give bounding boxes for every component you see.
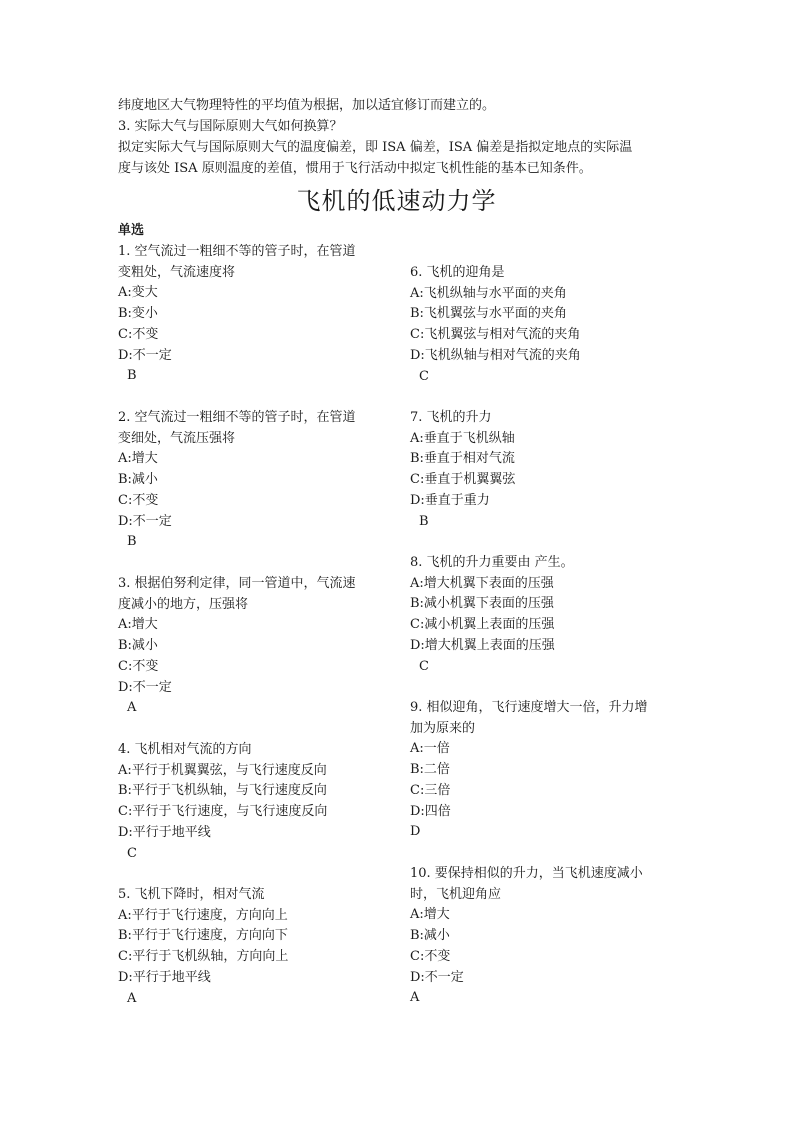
question-3	[118, 574, 393, 719]
option-c: C:垂直于机翼翼弦	[410, 472, 516, 488]
answer: C	[127, 845, 137, 861]
option-a: A:平行于飞行速度，方向向上	[118, 907, 288, 923]
question-text: 度减小的地方，压强将	[118, 596, 249, 612]
option-c: C:不变	[118, 492, 159, 508]
option-c: C:不变	[118, 326, 159, 342]
question-text: 5. 飞机下降时，相对气流	[118, 887, 265, 902]
question-text: 8. 飞机的升力重要由 产生。	[410, 555, 574, 570]
option-b: B:平行于飞机纵轴，与飞行速度反向	[118, 783, 327, 799]
option-c: C:不变	[118, 658, 159, 674]
option-b: B:飞机翼弦与水平面的夹角	[410, 306, 567, 322]
question-8	[410, 553, 685, 677]
intro-line-2: 3. 实际大气与国际原则大气如何换算？	[118, 119, 343, 134]
question-5	[118, 885, 393, 1009]
question-7	[410, 408, 685, 532]
option-b: B:垂直于相对气流	[410, 451, 515, 467]
option-b: B:二倍	[410, 762, 450, 778]
option-b: B:平行于飞行速度，方向向下	[118, 928, 288, 944]
option-b: B:减小机翼下表面的压强	[410, 596, 554, 612]
answer: B	[127, 368, 137, 384]
option-d: D:垂直于重力	[410, 492, 490, 508]
option-c: C:不变	[410, 948, 451, 964]
question-text: 3. 根据伯努利定律，同一管道中，气流速	[118, 576, 356, 591]
question-6	[410, 263, 685, 387]
answer: D	[410, 824, 421, 840]
option-a: A:增大	[118, 617, 158, 633]
answer: C	[419, 658, 429, 674]
answer: A	[410, 990, 420, 1006]
option-a: A:一倍	[410, 741, 450, 757]
intro-line-1: 纬度地区大气物理特性的平均值为根据，加以适宜修订而建立的。	[118, 98, 496, 113]
option-c: C:减小机翼上表面的压强	[410, 617, 555, 633]
option-a: A:增大	[118, 451, 158, 467]
option-d: D:平行于地平线	[118, 824, 211, 840]
option-d: D:不一定	[118, 347, 172, 363]
question-10	[410, 864, 685, 1009]
answer: C	[419, 368, 429, 384]
answer: B	[127, 534, 137, 550]
option-d: D:飞机纵轴与相对气流的夹角	[410, 347, 581, 363]
option-a: A:增大机翼下表面的压强	[410, 575, 554, 591]
option-a: A:变大	[118, 285, 158, 301]
option-b: B:减小	[118, 472, 158, 488]
option-b: B:减小	[118, 638, 158, 654]
question-2	[118, 408, 393, 553]
option-c: C:平行于飞机纵轴，方向向上	[118, 949, 289, 965]
question-text: 10. 要保持相似的升力，当飞机速度减小	[410, 866, 643, 881]
question-1	[118, 242, 393, 387]
answer: B	[419, 513, 429, 529]
question-text: 6. 飞机的迎角是	[410, 265, 505, 280]
intro-line-3: 拟定实际大气与国际原则大气的温度偏差，即 ISA 偏差，ISA 偏差是指拟定地点的实际温	[118, 140, 633, 155]
section-heading: 单选	[118, 223, 145, 238]
question-text: 9. 相似迎角，飞行速度增大一倍，升力增	[410, 700, 648, 715]
question-text: 时，飞机迎角应	[410, 886, 502, 902]
option-a: A:飞机纵轴与水平面的夹角	[410, 285, 567, 301]
option-a: A:平行于机翼翼弦，与飞行速度反向	[118, 762, 327, 778]
answer: A	[127, 990, 137, 1006]
option-c: C:平行于飞行速度，与飞行速度反向	[118, 804, 328, 820]
option-c: C:三倍	[410, 782, 451, 798]
option-d: D:增大机翼上表面的压强	[410, 637, 555, 653]
intro-line-4: 度与该处 ISA 原则温度的差值，惯用于飞行活动中拟定飞机性能的基本已知条件。	[118, 161, 592, 176]
page-title: 飞机的低速动力学	[296, 187, 497, 215]
question-text: 7. 飞机的升力	[410, 410, 492, 425]
option-d: D:不一定	[410, 969, 464, 985]
question-9	[410, 698, 685, 843]
option-a: A:垂直于飞机纵轴	[410, 430, 515, 446]
option-c: C:飞机翼弦与相对气流的夹角	[410, 327, 581, 343]
question-text: 2. 空气流过一粗细不等的管子时，在管道	[118, 410, 356, 425]
option-d: D:不一定	[118, 679, 172, 695]
option-b: B:减小	[410, 928, 450, 944]
question-text: 变细处，气流压强将	[118, 430, 236, 446]
question-text: 1. 空气流过一粗细不等的管子时，在管道	[118, 244, 356, 259]
option-d: D:四倍	[410, 803, 451, 819]
answer: A	[127, 700, 137, 716]
option-d: D:不一定	[118, 513, 172, 529]
option-b: B:变小	[118, 306, 158, 322]
question-text: 加为原来的	[410, 720, 476, 736]
question-text: 4. 飞机相对气流的方向	[118, 742, 252, 757]
option-d: D:平行于地平线	[118, 969, 211, 985]
question-4	[118, 740, 393, 864]
question-text: 变粗处，气流速度将	[118, 264, 236, 280]
option-a: A:增大	[410, 907, 450, 923]
